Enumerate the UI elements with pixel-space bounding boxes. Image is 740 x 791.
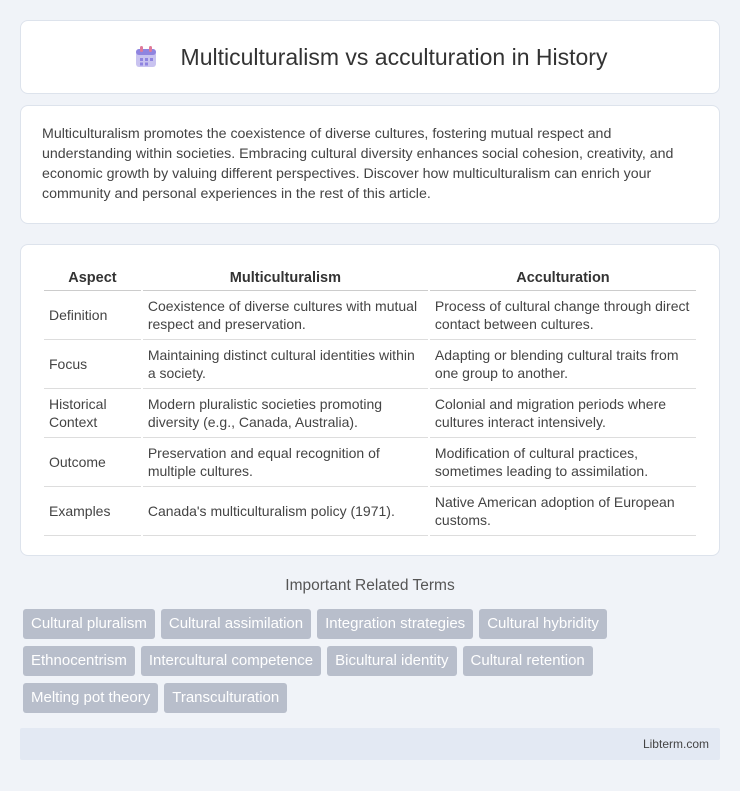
tag-cultural-assimilation[interactable]: Cultural assimilation xyxy=(161,609,311,639)
footer-site-link[interactable]: Libterm.com xyxy=(642,737,709,751)
tag-cultural-retention[interactable]: Cultural retention xyxy=(463,646,593,676)
related-terms-title: Important Related Terms xyxy=(285,577,455,594)
intro-text: Multiculturalism promotes the coexistence of diverse cultures, fostering mutual respect and understanding within societies. Embracing cultural diversity enhances social cohesion, creativity, and economic growth by valuing different perspectives. Discover how multiculturalism can enrich your community and personal experiences in the rest of this article. xyxy=(42,126,674,202)
table-header-row xyxy=(44,265,696,291)
row-acculturation: Adapting or blending cultural traits from one group to another. xyxy=(430,340,696,389)
row-aspect: Historical Context xyxy=(44,389,141,438)
tag-ethnocentrism[interactable]: Ethnocentrism xyxy=(23,646,135,676)
tag-melting-pot-theory[interactable]: Melting pot theory xyxy=(23,683,158,713)
table-row xyxy=(44,340,696,389)
tag-cultural-hybridity[interactable]: Cultural hybridity xyxy=(479,609,607,639)
header-acculturation: Acculturation xyxy=(430,265,696,291)
header-aspect: Aspect xyxy=(44,265,141,291)
row-multiculturalism: Maintaining distinct cultural identities within a society. xyxy=(143,340,428,389)
row-acculturation: Modification of cultural practices, sometimes leading to assimilation. xyxy=(430,438,696,487)
comparison-table xyxy=(42,265,698,536)
row-acculturation: Process of cultural change through direct contact between cultures. xyxy=(430,291,696,340)
calendar-icon xyxy=(133,44,159,70)
row-multiculturalism: Modern pluralistic societies promoting diversity (e.g., Canada, Australia). xyxy=(143,389,428,438)
row-aspect: Definition xyxy=(44,291,141,340)
table-row xyxy=(44,291,696,340)
row-aspect: Outcome xyxy=(44,438,141,487)
row-multiculturalism: Preservation and equal recognition of multiple cultures. xyxy=(143,438,428,487)
header-card xyxy=(20,20,720,94)
intro-card xyxy=(20,105,720,224)
comparison-table-card xyxy=(20,244,720,556)
table-row xyxy=(44,487,696,536)
tag-bicultural-identity[interactable]: Bicultural identity xyxy=(327,646,456,676)
row-acculturation: Colonial and migration periods where cultures interact intensively. xyxy=(430,389,696,438)
table-row xyxy=(44,389,696,438)
page-title: Multiculturalism vs acculturation in History xyxy=(180,43,608,70)
row-aspect: Examples xyxy=(44,487,141,536)
row-multiculturalism: Coexistence of diverse cultures with mutual respect and preservation. xyxy=(143,291,428,340)
row-aspect: Focus xyxy=(44,340,141,389)
header-multiculturalism: Multiculturalism xyxy=(143,265,428,291)
row-multiculturalism: Canada's multiculturalism policy (1971). xyxy=(143,487,428,536)
tag-integration-strategies[interactable]: Integration strategies xyxy=(317,609,473,639)
row-acculturation: Native American adoption of European customs. xyxy=(430,487,696,536)
tag-transculturation[interactable]: Transculturation xyxy=(164,683,287,713)
related-terms-list xyxy=(23,609,723,713)
tag-intercultural-competence[interactable]: Intercultural competence xyxy=(141,646,321,676)
tag-cultural-pluralism[interactable]: Cultural pluralism xyxy=(23,609,155,639)
footer xyxy=(20,728,720,760)
table-row xyxy=(44,438,696,487)
